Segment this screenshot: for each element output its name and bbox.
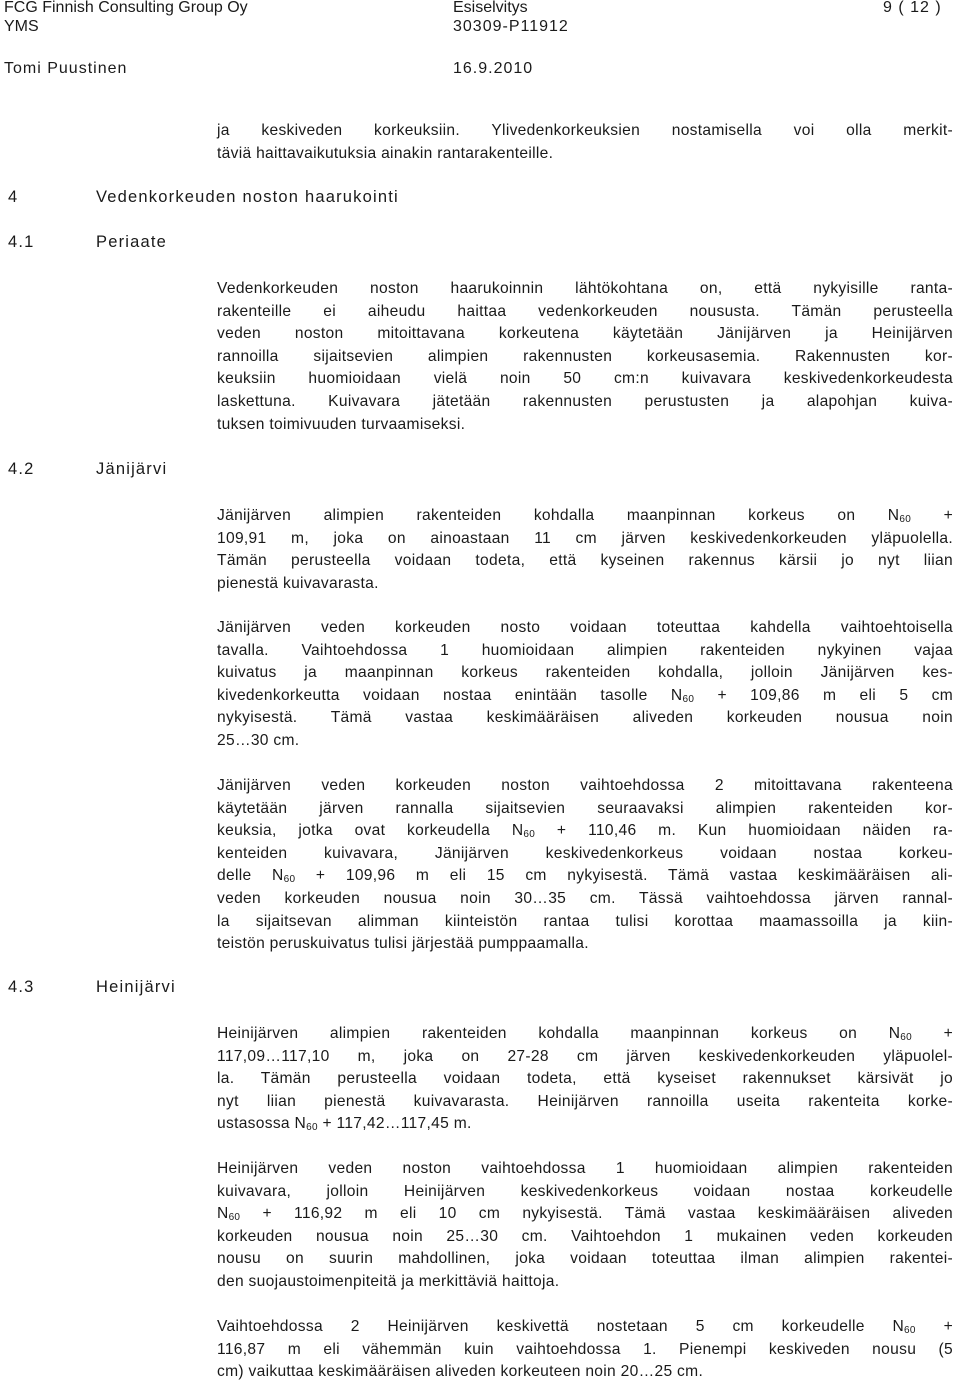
text-line: Jänijärven veden korkeuden noston vaihtoehdossa 2 mitoittavana rakenteena — [217, 777, 953, 794]
text-line: la. Tämän perusteella voidaan todeta, että kyseiset rakennukset kärsivät jo — [217, 1070, 953, 1088]
text-line: den suojaustoimenpiteitä ja merkittäviä haittoja. — [217, 1272, 560, 1290]
section-title: Vedenkorkeuden noston haarukointi — [96, 188, 399, 206]
text-line: kenteiden kuivavara, Jänijärven keskivedenkorkeus voidaan nostaa korkeu- — [217, 844, 953, 862]
heinijarvi-paragraph-2 — [217, 1158, 953, 1294]
text-line: 116,87 m eli vähemmän kuin vaihtoehdossa 1. Pienempi keskiveden nousu (5 — [217, 1340, 953, 1358]
janijarvi-paragraph-3 — [217, 775, 953, 956]
text-line: nousu on suurin mahdollinen, joka voidaan toteuttaa ilman alimpien rakentei- — [217, 1250, 953, 1268]
section-number: 4.3 — [8, 978, 35, 996]
text-line: Tämän perusteella voidaan todeta, että kyseinen rakennus kärsii jo nyt liian — [217, 552, 953, 570]
company-name: FCG Finnish Consulting Group Oy — [4, 0, 248, 16]
text-line: 109,91 m, joka on ainoastaan 11 cm järven keskivedenkorkeuden yläpuolella. — [217, 529, 953, 547]
text-line: ustasossa $N_{60}$ + 117,42…117,45 m. — [217, 1115, 472, 1134]
intro-paragraph — [217, 120, 953, 165]
department: YMS — [4, 18, 39, 35]
heinijarvi-paragraph-3 — [217, 1316, 953, 1384]
text-line: 117,09…117,10 m, joka on 27-28 cm järven keskivedenkorkeuden yläpuolel- — [217, 1047, 953, 1065]
text-line: pienestä kuivavarasta. — [217, 574, 379, 592]
text-line: rannoilla sijaitsevien alimpien rakennusten korkeusasemia. Rakennusten kor- — [217, 347, 953, 365]
text-line: nykyisestä. Tämä vastaa keskimääräisen aliveden korkeuden nousua noin — [217, 709, 953, 727]
document-type: Esiselvitys — [453, 0, 528, 16]
section-title: Jänijärvi — [96, 460, 168, 478]
text-line: keuksia, jotka ovat korkeudella $N_{60} + 110,46$ m. Kun huomioidaan näiden ra- — [217, 822, 953, 841]
section-number: 4.2 — [8, 460, 35, 478]
text-line: kuivavara, jolloin Heinijärven keskivedenkorkeus voidaan nostaa korkeudelle — [217, 1182, 953, 1200]
text-line: delle $N_{60} + 109,96$ m eli 15 cm nykyisestä. Tämä vastaa keskimääräisen ali- — [217, 867, 954, 886]
section-number: 4 — [8, 188, 19, 206]
text-line: nyt liian pienestä kuivavarasta. Heinijärven rannoilla useita rakenteita korke- — [217, 1092, 953, 1110]
text-line: $N_{60} + 116,92$ m eli 10 cm nykyisestä. Tämä vastaa keskimääräisen aliveden — [217, 1205, 953, 1224]
heinijarvi-paragraph-1 — [217, 1023, 953, 1136]
text-line: teistön peruskuivatus tulisi järjestää pumppaamalla. — [217, 935, 589, 953]
section-heading-4-2 — [8, 460, 167, 479]
section-number: 4.1 — [8, 233, 35, 251]
document-date: 16.9.2010 — [453, 60, 534, 77]
text-line: käytetään järven rannalla sijaitsevien seuraavaksi alimpien rakenteiden kor- — [217, 799, 953, 817]
text-line: keuksiin huomioidaan vielä noin 50 cm:n kuivavara keskivedenkorkeudesta — [217, 370, 953, 388]
section-title: Periaate — [96, 233, 168, 251]
text-line: Jänijärven alimpien rakenteiden kohdalla maanpinnan korkeus on $N_{60}$ + — [217, 507, 953, 525]
janijarvi-paragraph-1 — [217, 505, 953, 595]
text-line: laskettuna. Kuivavara jätetään rakennusten perustusten ja alapohjan kuiva- — [217, 392, 953, 410]
section-heading-4-3 — [8, 978, 176, 997]
text-line: veden noston mitoittavana korkeutena käytetään Jänijärven ja Heinijärven — [217, 325, 953, 343]
section-title: Heinijärvi — [96, 978, 176, 996]
section-heading-4 — [8, 188, 399, 207]
text-line: 25…30 cm. — [217, 731, 300, 749]
text-line: Jänijärven veden korkeuden nosto voidaan toteuttaa kahdella vaihtoehtoisella — [217, 619, 953, 636]
text-line: kivedenkorkeutta voidaan nostaa enintään tasolle $N_{60} + 109,86$ m eli 5 cm — [217, 686, 953, 705]
text-line: veden korkeuden nousua noin 30…35 cm. Tässä vaihtoehdossa järven rannal- — [217, 889, 953, 907]
page-number: 9 ( 12 ) — [883, 0, 942, 16]
section-heading-4-1 — [8, 233, 167, 252]
janijarvi-paragraph-2 — [217, 617, 953, 753]
text-line: tuksen toimivuuden turvaamiseksi. — [217, 415, 466, 433]
document-id: 30309-P11912 — [453, 18, 569, 35]
periaate-paragraph — [217, 278, 953, 436]
text-line: Vaihtoehdossa 2 Heinijärven keskivettä nostetaan 5 cm korkeudelle $N_{60}$ + — [217, 1318, 953, 1336]
text-line: rakenteille ei aiheudu haittaa vedenkorkeuden noususta. Tämän perusteella — [217, 302, 953, 320]
text-line: kuivatus ja maanpinnan korkeus rakenteiden kohdalla, jolloin Jänijärven kes- — [217, 664, 953, 682]
text-line: cm) vaikuttaa keskimääräisen aliveden korkeuteen noin 20…25 cm. — [217, 1363, 704, 1381]
text-line: korkeuden nousua noin 25…30 cm. Vaihtoehdon 1 mukainen veden korkeuden — [217, 1227, 953, 1245]
text-line: ja keskiveden korkeuksiin. Ylivedenkorkeuksien nostamisella voi olla merkit- — [217, 122, 953, 139]
text-line: Heinijärven veden noston vaihtoehdossa 1 huomioidaan alimpien rakenteiden — [217, 1160, 953, 1177]
author: Tomi Puustinen — [4, 60, 128, 77]
text-line: la sijaitsevan alimman kiinteistön rantaa tulisi korottaa maamassoilla ja kiin- — [217, 912, 953, 930]
text-line: Vedenkorkeuden noston haarukoinnin lähtökohtana on, että nykyisille ranta- — [217, 280, 953, 297]
text-line: täviä haittavaikutuksia ainakin rantarakenteille. — [217, 144, 554, 162]
text-line: tavalla. Vaihtoehdossa 1 huomioidaan alimpien rakenteiden nykyinen vajaa — [217, 641, 953, 659]
text-line: Heinijärven alimpien rakenteiden kohdalla maanpinnan korkeus on $N_{60}$ + — [217, 1025, 953, 1043]
